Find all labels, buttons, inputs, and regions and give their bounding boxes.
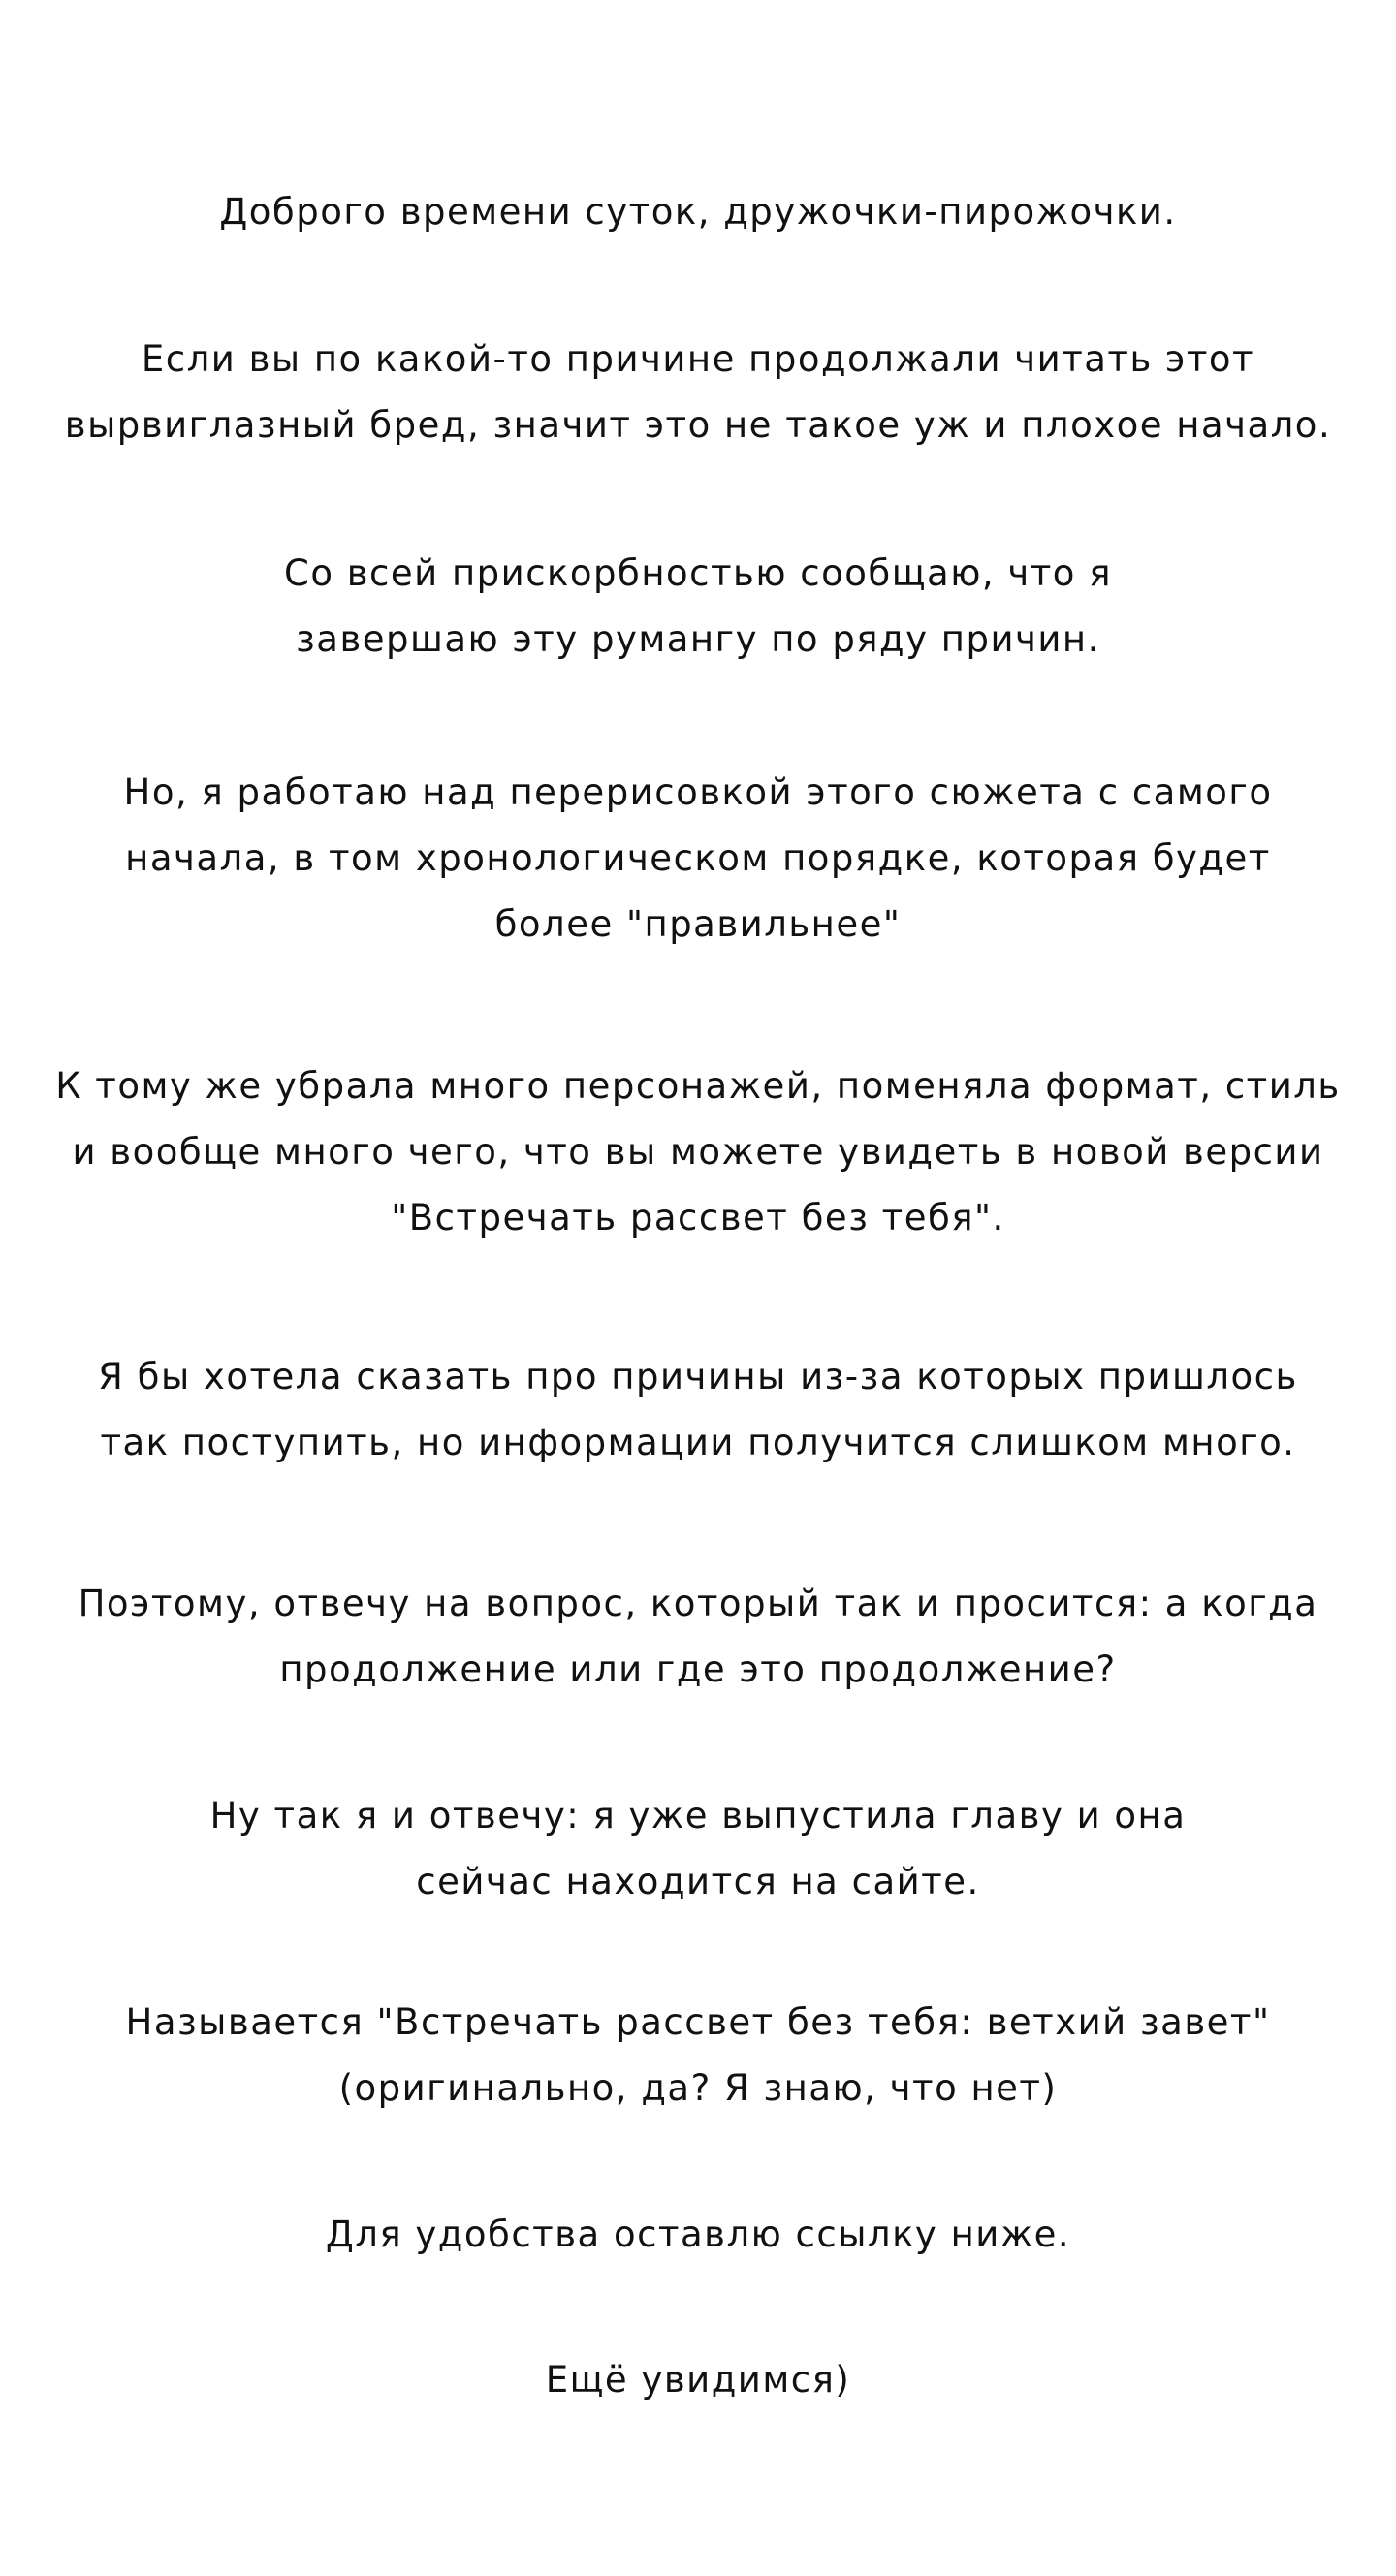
text-line: вырвиглазный бред, значит это не такое уж и плохое начало. — [64, 404, 1332, 446]
paragraph-title — [0, 1990, 1396, 2121]
paragraph-reasons — [0, 1344, 1396, 1476]
paragraph-greeting — [0, 179, 1396, 245]
text-line: Я бы хотела сказать про причины из-за которых пришлось — [98, 1356, 1298, 1398]
text-line: Доброго времени суток, дружочки-пирожочки. — [219, 191, 1177, 233]
text-line: (оригинально, да? Я знаю, что нет) — [338, 2067, 1058, 2109]
paragraph-answer — [0, 1783, 1396, 1915]
text-line: так поступить, но информации получится слишком много. — [100, 1422, 1296, 1463]
text-line: Ещё увидимся) — [545, 2359, 851, 2401]
text-line: К тому же убрала много персонажей, поменяла формат, стиль — [55, 1065, 1341, 1107]
paragraph-ending-announcement — [0, 541, 1396, 673]
paragraph-changes — [0, 1053, 1396, 1251]
text-line: Но, я работаю над перерисовкой этого сюжета с самого — [123, 771, 1273, 813]
text-line: Называется "Встречать рассвет без тебя: ветхий завет" — [125, 2001, 1271, 2043]
paragraph-farewell — [0, 2347, 1396, 2413]
paragraph-redraw — [0, 760, 1396, 958]
text-line: более "правильнее" — [494, 903, 902, 945]
text-line: Со всей прискорбностью сообщаю, что я — [284, 552, 1112, 594]
text-line: Ну так я и отвечу: я уже выпустила главу и она — [209, 1795, 1187, 1837]
text-line: начала, в том хронологическом порядке, которая будет — [125, 837, 1271, 879]
paragraph-intro — [0, 327, 1396, 458]
text-line: Для удобства оставлю ссылку ниже. — [325, 2214, 1071, 2255]
text-line: сейчас находится на сайте. — [416, 1861, 980, 1902]
text-line: Поэтому, отвечу на вопрос, который так и просится: а когда — [78, 1583, 1318, 1624]
text-line: "Встречать рассвет без тебя". — [391, 1197, 1005, 1239]
paragraph-question — [0, 1571, 1396, 1703]
text-line: и вообще много чего, что вы можете увидеть в новой версии — [72, 1131, 1324, 1173]
text-line: завершаю эту румангу по ряду причин. — [296, 618, 1100, 660]
text-line: Если вы по какой-то причине продолжали читать этот — [141, 338, 1255, 380]
paragraph-link-note — [0, 2202, 1396, 2268]
text-line: продолжение или где это продолжение? — [279, 1649, 1117, 1690]
